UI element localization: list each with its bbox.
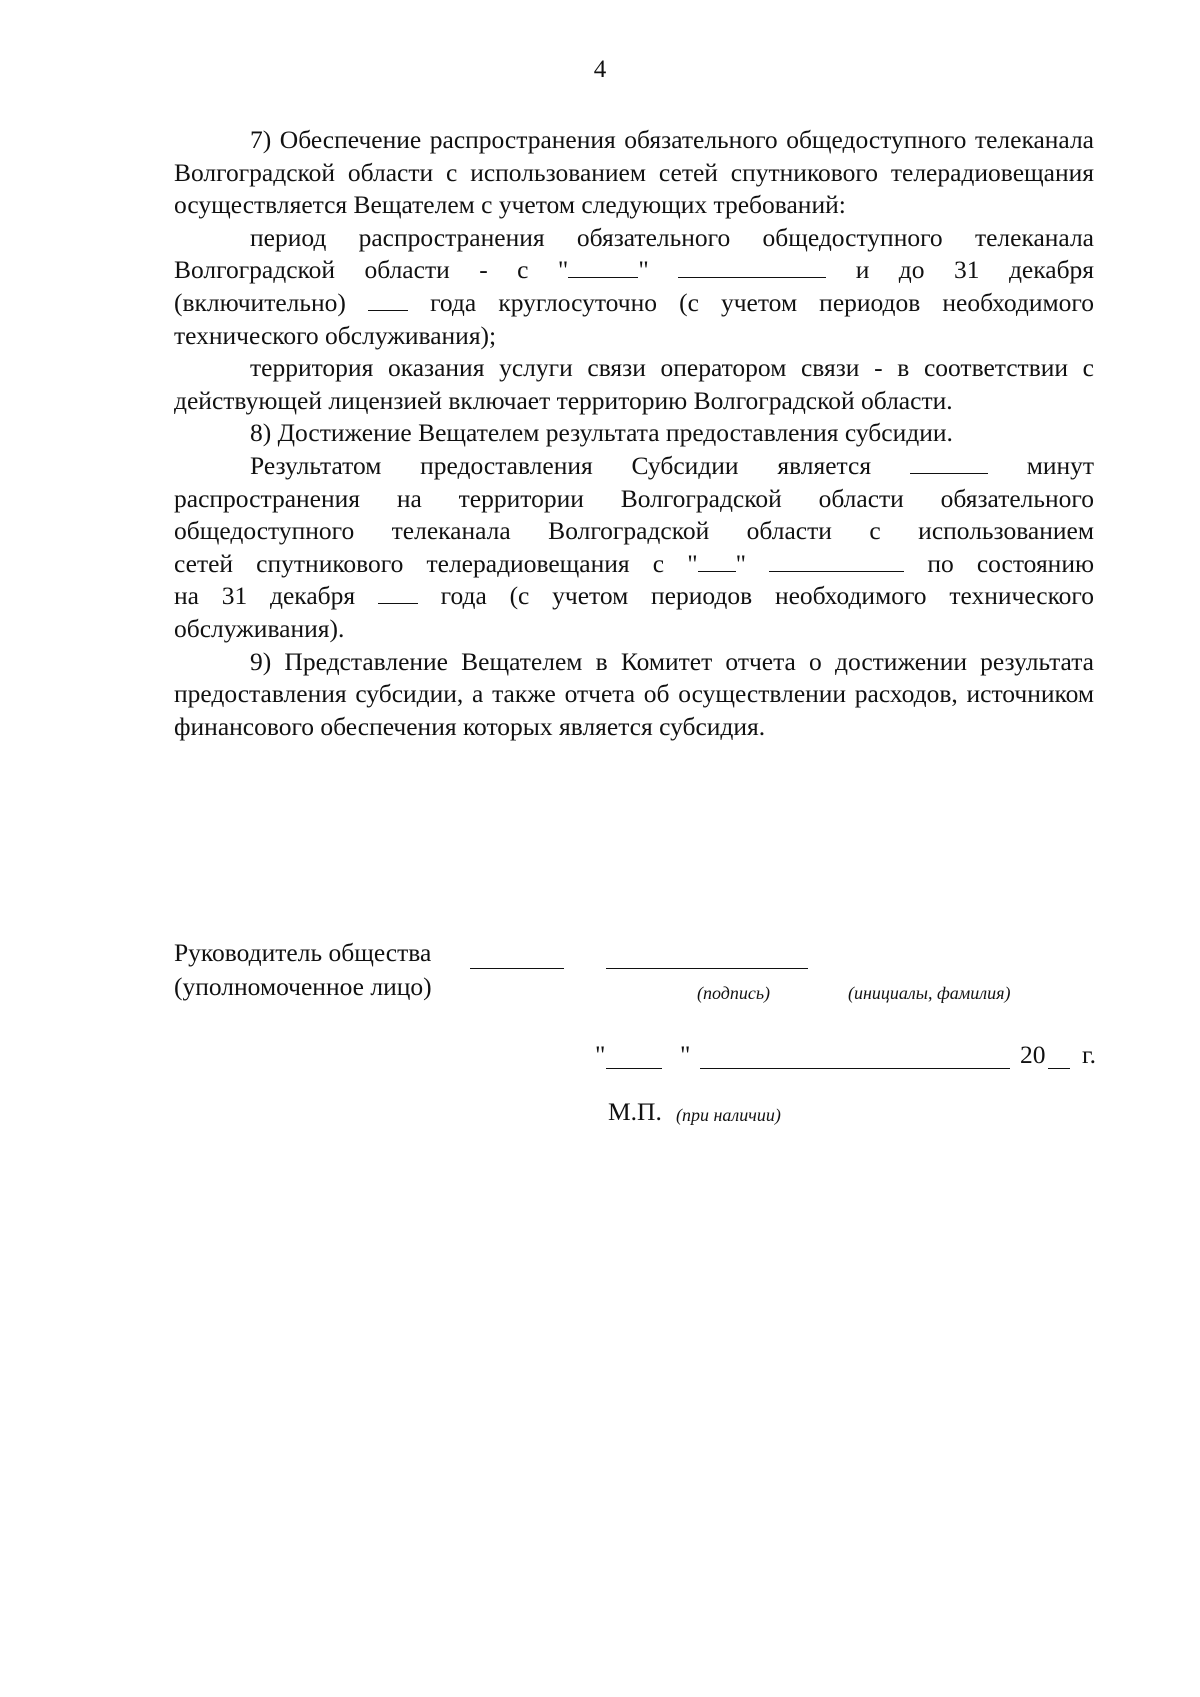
result-state-label: по состоянию (927, 548, 1095, 578)
date-close-quote: " (680, 1040, 691, 1069)
stamp-label: М.П. (608, 1097, 662, 1126)
date-open-quote: " (595, 1040, 606, 1069)
date-year-line (1048, 1068, 1070, 1069)
period-month-blank (678, 254, 826, 278)
initials-caption: (инициалы, фамилия) (848, 983, 1011, 1003)
date-month-line (700, 1068, 1010, 1069)
result-line-3 (174, 548, 1094, 581)
initials-blank-line (606, 968, 808, 969)
signature-caption: (подпись) (697, 983, 771, 1003)
period-until-label: и до 31 декабря (855, 255, 1095, 285)
result-day-blank (698, 548, 736, 572)
section-9-paragraph: 9) Представление Вещателем в Комитет отчета о достижении результата предоставления субсидии, а также отчета об осуществлении расходов, источником финансового обеспечения которых является субсидия. (174, 646, 1094, 741)
document-body (174, 124, 1094, 743)
head-label: Руководитель общества (174, 938, 432, 967)
section-8-heading: 8) Достижение Вещателем результата предоставления субсидии. (250, 418, 953, 448)
date-year-suffix: г. (1082, 1040, 1096, 1069)
period-quote: " (638, 255, 649, 285)
period-year-blank (368, 287, 408, 311)
territory-paragraph: территория оказания услуги связи оператором связи - в соответствии с действующей лицензией включает территорию Волгоградской области. (174, 353, 1094, 415)
section-7-paragraph: 7) Обеспечение распространения обязательного общедоступного телеканала Волгоградской области с использованием сетей спутникового телерадиовещания осуществляется Вещателем с учетом следующих требований: (174, 125, 1094, 220)
result-line-4 (174, 580, 1094, 645)
result-quote: " (735, 548, 747, 578)
date-year-prefix: 20 (1020, 1040, 1046, 1069)
result-line-2: распространения на территории Волгоградской области обязательного общедоступного телеканала Волгоградской области с использованием (174, 483, 1094, 546)
result-month-blank (769, 548, 904, 572)
period-line-1: период распространения обязательного общедоступного телеканала (250, 222, 1094, 252)
date-day-line (606, 1068, 662, 1069)
result-from-label: сетей спутникового телерадиовещания с " (174, 548, 698, 578)
result-year-blank (378, 580, 418, 604)
period-inclusive-label: (включительно) (174, 287, 346, 317)
signature-blank-line (470, 968, 564, 969)
result-line-1 (174, 450, 1094, 483)
result-dec-label: на 31 декабря (174, 581, 356, 611)
period-day-blank (568, 254, 638, 278)
result-label: Результатом предоставления Субсидии является (250, 450, 872, 480)
period-line-2 (174, 254, 1094, 287)
authorized-label: (уполномоченное лицо) (174, 972, 432, 1001)
page-number: 4 (593, 56, 607, 83)
stamp-note: (при наличии) (676, 1105, 781, 1125)
result-minutes-blank (910, 450, 988, 474)
result-minutes-label: минут (1026, 450, 1095, 480)
period-from-label: Волгоградской области - с " (174, 255, 569, 285)
period-rest: года круглосуточно (с учетом периодов необходимого технического обслуживания); (174, 287, 1094, 350)
period-line-3 (174, 287, 1094, 352)
result-rest: года (с учетом периодов необходимого технического обслуживания). (174, 581, 1095, 643)
